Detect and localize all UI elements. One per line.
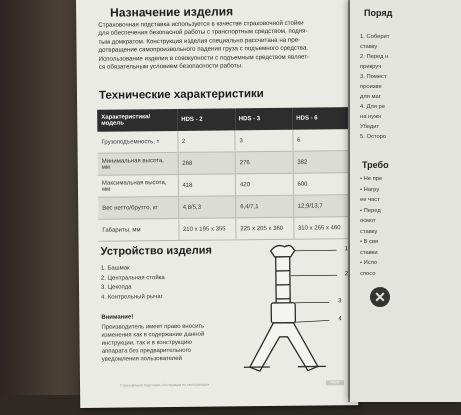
right-page-title: Поряд [364, 8, 393, 18]
list-item: ставку [360, 44, 378, 50]
table-cell: Грузоподъемность, т [97, 131, 177, 153]
list-item: 4. Контрольный рычаг [101, 293, 163, 301]
warning-x-icon: ✕ [370, 287, 390, 307]
table-cell: 210 x 195 x 355 [178, 218, 236, 241]
list-item: Убедит [360, 124, 380, 130]
jack-stand-illustration [229, 240, 342, 381]
list-item: 2. Центральная стойка [100, 274, 165, 282]
table-cell: 6,4/7,1 [236, 195, 294, 218]
device-heading: Устройство изделия [100, 244, 212, 258]
list-item: 3. Цекопда [100, 284, 132, 291]
right-page-title-2: Требо [362, 160, 389, 170]
callout-2: 2 [344, 271, 349, 278]
right-page-steps [360, 32, 389, 142]
list-item: ставки [360, 249, 378, 256]
purpose-line: для обеспечения безопасной работы с транспортным средством, подня- [98, 27, 308, 38]
column-header: HDS - 6 [292, 107, 349, 130]
purpose-line: Страховочная подставка используется в качестве страховочной стойки [98, 19, 304, 29]
table-cell: 310 x 265 x 460 [293, 217, 350, 240]
specs-header-row [97, 107, 349, 132]
table-row [98, 217, 350, 242]
list-item: • Не пре [360, 176, 383, 182]
list-item: • Испо [360, 260, 378, 266]
list-item: ее част [360, 197, 380, 203]
specs-table [97, 107, 350, 242]
notice-line: Производитель имеет право вносить [101, 323, 205, 331]
list-item: ставку [360, 228, 378, 235]
notice-line: изменения как в содержание данной [101, 331, 205, 339]
list-item: 5. Осторо [360, 134, 387, 140]
table-cell: 6 [292, 129, 349, 151]
column-header: HDS - 2 [177, 108, 235, 131]
table-cell: 2 [177, 130, 235, 152]
table-row [98, 151, 350, 176]
notice-heading: Внимание! [101, 314, 134, 321]
table-cell: 276 [235, 151, 293, 174]
callout-4: 4 [338, 316, 342, 323]
purpose-line: Использование изделия в совокупности с подъемным средством являет- [98, 53, 310, 63]
list-item: • Перед [360, 207, 381, 214]
list-item: • Нагру [360, 186, 380, 193]
table-cell: Максимальная высота, мм [98, 174, 178, 197]
right-page-bullets [360, 174, 382, 279]
table-cell: 418 [178, 174, 236, 197]
footer-logo: WIEST [326, 380, 344, 385]
table-cell: 382 [293, 151, 350, 174]
table-cell: 4,8/5,3 [178, 196, 236, 219]
specs-heading: Технические характеристики [98, 88, 264, 102]
table-row [97, 129, 349, 153]
parts-list [101, 264, 165, 303]
table-row [98, 173, 350, 198]
list-item: прикруч [360, 64, 382, 70]
callout-1: 1 [344, 246, 348, 253]
table-cell: 420 [235, 173, 293, 196]
notice-line: уведомления пользователей [101, 355, 182, 363]
table-cell: 3 [235, 130, 293, 152]
table-cell: 268 [178, 152, 236, 175]
column-header: HDS - 3 [235, 108, 293, 131]
list-item: для маг [360, 94, 381, 100]
list-item: 1. Башмак [100, 265, 130, 272]
right-page [350, 0, 461, 402]
list-item: спосо [360, 270, 376, 277]
list-item: 2. Перед н [360, 54, 389, 60]
purpose-line: тым домкратом. Конструкция изделия специально рассчитана на пре- [98, 36, 301, 46]
column-header: Характеристика/ модель [97, 109, 177, 132]
callout-3: 3 [338, 298, 342, 305]
table-cell: 600 [293, 173, 350, 196]
list-item: на нужн [360, 114, 382, 120]
purpose-heading: Назначение изделия [110, 4, 234, 20]
purpose-text [98, 19, 351, 72]
table-cell: 225 x 205 x 360 [236, 217, 294, 240]
list-item: произве [360, 84, 382, 90]
table-cell: Габариты, мм [98, 218, 178, 241]
manual-page [76, 0, 358, 408]
notice-line: аппарата без предварительного [101, 347, 192, 355]
list-item: • В свя [360, 239, 379, 245]
notice-text [101, 322, 225, 363]
list-item: 4. Для ре [360, 104, 385, 110]
purpose-line: дотвращение самопроизвольного падения груза с подъемного средства. [98, 44, 309, 54]
list-item: 3. Помест [360, 74, 387, 80]
list-item: 1. Соберит [360, 34, 390, 40]
table-cell: Минимальная высота, мм [98, 152, 178, 175]
notice-line: инструкции, так и в конструкцию [101, 339, 192, 347]
list-item: осмот [360, 218, 376, 224]
purpose-line: ся обязательным условием безопасности работы. [98, 62, 243, 71]
table-cell: 12,9/13,7 [293, 195, 350, 218]
footer-text: Страховочная подставка. Инструкция по эксплуатации [120, 382, 210, 388]
table-row [98, 195, 350, 220]
background-left [0, 0, 86, 415]
table-cell: Вес нетто/брутто, кг [98, 196, 178, 219]
